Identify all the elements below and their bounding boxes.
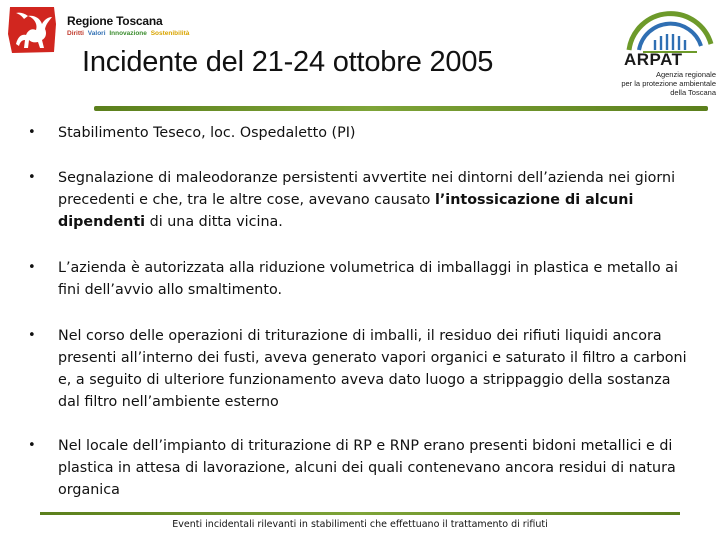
- agency-subtitle-line: Agenzia regionale: [655, 70, 716, 79]
- bullet-text: [58, 257, 696, 301]
- bullet-text: [58, 325, 696, 413]
- bullet-dot-icon: •: [28, 260, 36, 275]
- regione-toscana-logo-icon: [4, 4, 60, 56]
- bullet-dot-icon: •: [28, 328, 36, 343]
- bullet-dot-icon: •: [28, 125, 36, 140]
- bullet-item: [28, 325, 698, 413]
- agency-subtitle-line: per la protezione ambientale: [621, 79, 716, 88]
- region-tagline: [67, 30, 191, 37]
- bullet-item: [28, 435, 698, 501]
- agency-subtitle: [618, 70, 716, 97]
- agency-subtitle-line: della Toscana: [670, 88, 716, 97]
- agency-name: ARPAT: [624, 50, 683, 69]
- bullet-text: [58, 167, 696, 233]
- bullet-text-part: Stabilimento Teseco, loc. Ospedaletto (PI): [58, 125, 356, 141]
- slide-title: Incidente del 21-24 ottobre 2005: [82, 46, 494, 78]
- bullet-item: [28, 167, 698, 233]
- bullet-dot-icon: •: [28, 438, 36, 453]
- footer-divider: [40, 512, 680, 515]
- title-divider: [94, 106, 708, 111]
- bullet-item: [28, 257, 698, 301]
- bullet-text-part: di una ditta vicina.: [145, 214, 283, 230]
- arpat-logo-icon: [621, 4, 717, 56]
- tagline-word: Valori: [87, 30, 106, 37]
- bullet-dot-icon: •: [28, 170, 36, 185]
- bullet-text-part: Nel corso delle operazioni di triturazione di imballi, il residuo dei rifiuti liquidi ancora presenti all’interno dei fusti, aveva generato vapori organici e saturato il filtro a carboni e, a seguito di ulteriore funzionamento aveva dato luogo a strippaggio della sostanza dal filtro nell’ambiente esterno: [58, 328, 687, 410]
- tagline-word: Sostenibilità: [150, 30, 190, 37]
- tagline-word: Diritti: [67, 30, 84, 37]
- bullet-text-part: Nel locale dell’impianto di triturazione di RP e RNP erano presenti bidoni metallici e di plastica in attesa di lavorazione, alcuni dei quali contenevano ancora residui di natura organica: [58, 438, 676, 498]
- bullet-text-emphasis: l’intossicazione di alcuni dipendenti: [58, 192, 634, 230]
- bullet-text: [58, 122, 696, 144]
- regione-toscana-branding: [67, 14, 191, 37]
- bullet-text-part: L’azienda è autorizzata alla riduzione volumetrica di imballaggi in plastica e metallo ai fini dell’avvio allo smaltimento.: [58, 260, 678, 298]
- bullet-text: [58, 435, 696, 501]
- bullet-text-part: Segnalazione di maleodoranze persistenti avvertite nei dintorni dell’azienda nei giorni precedenti e che, tra le altre cose, avevano causato: [58, 170, 676, 208]
- region-name: Regione Toscana: [67, 14, 163, 28]
- footer-caption: Eventi incidentali rilevanti in stabilimenti che effettuano il trattamento di rifiuti: [172, 519, 548, 530]
- bullet-item: [28, 122, 698, 144]
- tagline-word: Innovazione: [109, 30, 147, 37]
